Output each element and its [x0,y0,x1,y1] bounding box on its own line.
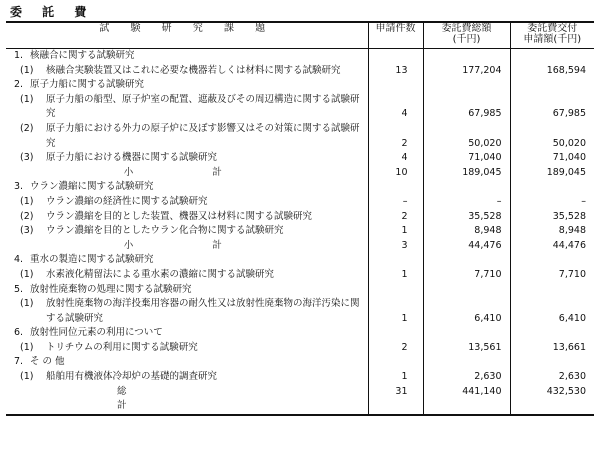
item-number: (1) [20,341,34,353]
total-amount-cell: 50,020 [423,122,510,151]
request-amount-cell [510,283,594,298]
category-row [6,283,594,298]
grand-total-request: 432,530 [510,385,594,415]
category-number: 7. [14,356,24,368]
category-number: 6. [14,327,24,339]
item-cell [6,64,368,79]
item-row [6,210,594,225]
item-row [6,370,594,385]
total-amount-cell [423,326,510,341]
request-amount-cell [510,78,594,93]
category-cell [6,326,368,341]
category-row [6,49,594,64]
item-title: トリチウムの利用に関する試験研究 [46,341,198,353]
item-number: (1) [20,93,34,105]
grand-total-count: 31 [368,385,423,415]
item-cell [6,151,368,166]
header-subject: 試 験 研 究 課 題 [6,22,368,49]
subtotal-row [6,166,594,181]
item-title: 核融合実験装置又はこれに必要な機器若しくは材料に関する試験研究 [46,64,341,76]
item-cell [6,370,368,385]
request-amount-cell: 50,020 [510,122,594,151]
count-cell [368,355,423,370]
count-cell: 4 [368,151,423,166]
item-title: 船舶用有機液体冷却炉の基礎的調査研究 [46,371,218,383]
item-number: (1) [20,64,34,76]
category-title: 核融合に関する試験研究 [30,50,135,61]
count-cell: 2 [368,122,423,151]
category-row [6,326,594,341]
request-amount-cell: 13,661 [510,341,594,356]
category-row [6,253,594,268]
subtotal-label: 小 計 [123,166,260,178]
category-title: 放射性同位元素の利用について [30,327,163,339]
request-amount-cell: 8,948 [510,224,594,239]
item-cell [6,195,368,210]
header-total-amount-line1: 委託費総額 [441,23,492,34]
item-row [6,297,594,326]
item-row [6,195,594,210]
category-title: ウラン濃縮に関する試験研究 [30,181,154,193]
total-amount-cell: – [423,195,510,210]
item-row [6,64,594,79]
item-number: (2) [20,210,34,222]
page-title: 委 託 費 [10,5,95,19]
grand-total-row [6,385,594,415]
item-number: (3) [20,225,34,237]
request-amount-cell: 71,040 [510,151,594,166]
header-total-amount-line2: (千円) [452,34,481,45]
request-amount-cell [510,180,594,195]
total-amount-cell: 177,204 [423,64,510,79]
item-cell [6,224,368,239]
total-amount-cell: 13,561 [423,341,510,356]
category-cell [6,355,368,370]
request-amount-cell: 2,630 [510,370,594,385]
item-row [6,122,594,151]
total-amount-cell: 189,045 [423,166,510,181]
item-row [6,151,594,166]
grand-total-amount: 441,140 [423,385,510,415]
item-title: 原子力船における機器に関する試験研究 [46,152,218,164]
item-cell [6,93,368,122]
total-amount-cell: 7,710 [423,268,510,283]
item-row [6,93,594,122]
total-amount-cell [423,180,510,195]
commission-fee-table [6,21,594,416]
category-cell [6,253,368,268]
subtotal-row [6,239,594,254]
category-row [6,355,594,370]
count-cell: 10 [368,166,423,181]
category-row [6,180,594,195]
item-row [6,268,594,283]
table-header-row [6,22,594,49]
item-title: 原子力船の船型、原子炉室の配置、遮蔽及びその周辺構造に関する試験研究 [46,93,360,120]
count-cell [368,253,423,268]
item-row [6,341,594,356]
item-number: (1) [20,298,34,310]
header-count: 申請件数 [368,22,423,49]
count-cell: 4 [368,93,423,122]
total-amount-cell: 71,040 [423,151,510,166]
total-amount-cell: 35,528 [423,210,510,225]
request-amount-cell [510,253,594,268]
grand-total-label: 総 計 [116,385,297,412]
request-amount-cell: 7,710 [510,268,594,283]
item-cell [6,122,368,151]
total-amount-cell: 6,410 [423,297,510,326]
subtotal-label: 小 計 [123,239,260,251]
category-number: 2. [14,79,24,91]
item-number: (3) [20,152,34,164]
request-amount-cell: 44,476 [510,239,594,254]
category-number: 3. [14,181,24,193]
category-row [6,78,594,93]
total-amount-cell [423,49,510,64]
request-amount-cell: 35,528 [510,210,594,225]
category-cell [6,180,368,195]
item-title: ウラン濃縮を目的としたウラン化合物に関する試験研究 [46,225,284,237]
count-cell: 13 [368,64,423,79]
item-title: 水素液化精留法による重水素の濃縮に関する試験研究 [46,268,275,280]
item-cell [6,341,368,356]
count-cell: 2 [368,341,423,356]
category-number: 4. [14,254,24,266]
count-cell [368,326,423,341]
total-amount-cell: 8,948 [423,224,510,239]
total-amount-cell: 67,985 [423,93,510,122]
category-cell [6,49,368,64]
category-title: 放射性廃棄物の処理に関する試験研究 [30,283,192,295]
item-cell [6,210,368,225]
table-body [6,49,594,385]
header-requested-amount-line2: 申請額(千円) [523,34,582,45]
category-cell [6,283,368,298]
total-amount-cell [423,283,510,298]
category-cell [6,78,368,93]
request-amount-cell [510,326,594,341]
total-amount-cell: 44,476 [423,239,510,254]
item-row [6,224,594,239]
request-amount-cell: 168,594 [510,64,594,79]
item-title: 原子力船における外力の原子炉に及ぼす影響又はその対策に関する試験研究 [46,122,360,149]
header-total-amount [423,22,510,49]
total-amount-cell: 2,630 [423,370,510,385]
total-amount-cell [423,355,510,370]
total-amount-cell [423,253,510,268]
request-amount-cell [510,355,594,370]
item-number: (2) [20,122,34,134]
category-title: 原子力船に関する試験研究 [30,79,145,91]
request-amount-cell: 67,985 [510,93,594,122]
header-requested-amount [510,22,594,49]
count-cell: 1 [368,224,423,239]
item-number: (1) [20,268,34,280]
item-number: (1) [20,195,34,207]
item-number: (1) [20,371,34,383]
count-cell: 2 [368,210,423,225]
count-cell [368,180,423,195]
item-title: ウラン濃縮の経済性に関する試験研究 [46,195,208,207]
request-amount-cell: 189,045 [510,166,594,181]
count-cell [368,49,423,64]
count-cell: 1 [368,370,423,385]
request-amount-cell [510,49,594,64]
count-cell [368,283,423,298]
request-amount-cell: – [510,195,594,210]
request-amount-cell: 6,410 [510,297,594,326]
count-cell: 1 [368,268,423,283]
item-cell [6,268,368,283]
category-title: そ の 他 [30,356,65,368]
item-title: 放射性廃棄物の海洋投棄用容器の耐久性又は放射性廃棄物の海洋汚染に関する試験研究 [46,298,360,324]
total-amount-cell [423,78,510,93]
item-cell [6,297,368,326]
count-cell: 3 [368,239,423,254]
count-cell: – [368,195,423,210]
count-cell: 1 [368,297,423,326]
category-title: 重水の製造に関する試験研究 [30,254,154,266]
category-number: 1. [14,50,24,61]
category-number: 5. [14,283,24,295]
header-requested-amount-line1: 委託費交付 [527,23,578,34]
item-title: ウラン濃縮を目的とした装置、機器又は材料に関する試験研究 [46,210,313,222]
count-cell [368,78,423,93]
